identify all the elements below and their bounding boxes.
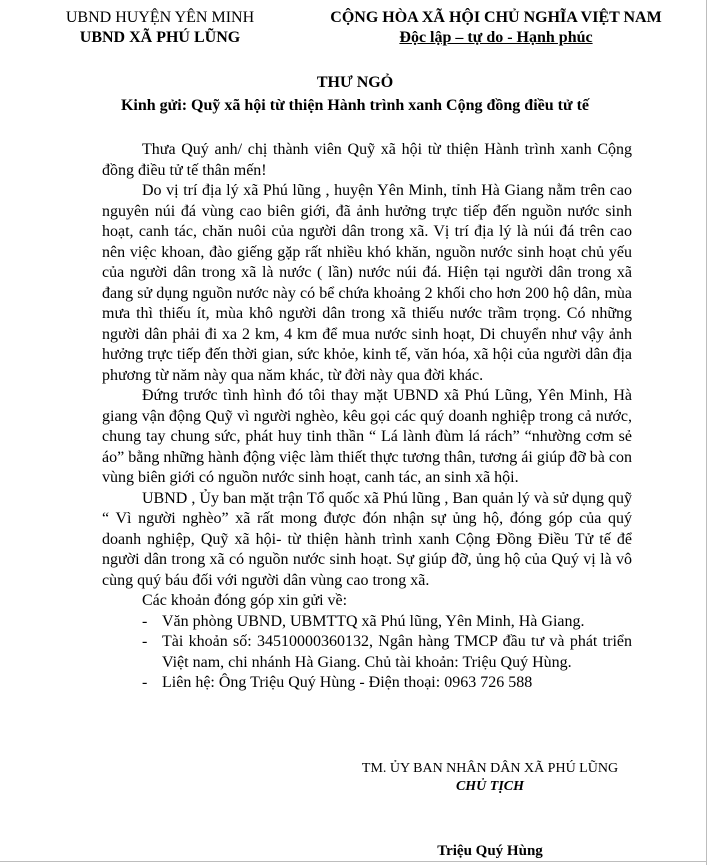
list-item-text: Tài khoản số: 34510000360132, Ngân hàng TMCP đầu tư và phát triển Việt nam, chi nhánh Hà Giang. Chủ tài khoản: Triệu Quý Hùng. bbox=[162, 633, 632, 671]
appeal-paragraph: Đứng trước tình hình đó tôi thay mặt UBND xã Phú Lũng, Yên Minh, Hà giang vận động Quỹ vì người nghèo, kêu gọi các quý doanh nghiệp trong cả nước, chung tay chung sức, phát huy tinh thần “ Lá lành đùm lá rách” “nhường cơm sẻ áo” bằng những hành động việc làm thiết thực tương thân, tương ái giúp đỡ bà con vùng biên giới có nguồn nước sinh hoạt, canh tác, an sinh xã hội. bbox=[102, 387, 632, 486]
country-name: CỘNG HÒA XÃ HỘI CHỦ NGHĨA VIỆT NAM bbox=[330, 9, 662, 26]
request-paragraph: UBND , Ủy ban mặt trận Tổ quốc xã Phú lũng , Ban quản lý và sử dụng quỹ “ Vì người nghèo” xã rất mong được đón nhận sự ủng hộ, đóng góp của quý doanh nghiệp, Quỹ xã hội- từ thiện hành trình xanh Cộng Đồng Điều Tử tế để người dân trong xã có nguồn nước sinh hoạt. Sự giúp đỡ, ủng hộ của Quý vị là vô cùng quý báu đối với người dân vùng cao trong xã. bbox=[102, 489, 632, 589]
commune-name: UBND XÃ PHÚ LŨNG bbox=[79, 29, 241, 46]
national-motto: Độc lập – tự do - Hạnh phúc bbox=[399, 29, 593, 46]
issuing-authority bbox=[40, 8, 280, 48]
list-item-text: Liên hệ: Ông Triệu Quý Hùng - Điện thoại: 0963 726 588 bbox=[162, 674, 533, 691]
signature-on-behalf: TM. ỦY BAN NHÂN DÂN XÃ PHÚ LŨNG bbox=[361, 761, 619, 776]
greeting-paragraph: Thưa Quý anh/ chị thành viên Quỹ xã hội từ thiện Hành trình xanh Cộng đồng điều tử tế thân mến! bbox=[102, 141, 632, 179]
bullet-dash: - bbox=[142, 633, 148, 650]
list-item bbox=[102, 673, 632, 694]
situation-paragraph: Do vị trí địa lý xã Phú lũng , huyện Yên Minh, tỉnh Hà Giang nằm trên cao nguyên núi đá vùng cao biên giới, đã ảnh hưởng trực tiếp đến nguồn nước sinh hoạt, canh tác, chăn nuôi của người dân trong xã. Vị trí địa lý là núi đá trên cao nên việc khoan, đào giếng gặp rất nhiều khó khăn, nguồn nước sinh hoạt chủ yếu của người dân trong xã là nước ( lần) nước núi đá. Hiện tại người dân trong xã đang sử dụng nguồn nước này có bể chứa khoảng 2 khối cho hơn 200 hộ dân, mùa mưa thì thiếu ít, mùa khô người dân trong xã thiếu nước trầm trọng. Có những người dân phải đi xa 2 km, 4 km để mua nước sinh hoạt, Di chuyển như vậy ảnh hưởng trực tiếp đến thời gian, sức khỏe, kinh tế, văn hóa, xã hội của người dân địa phương từ năm này qua năm khác, từ đời này qua đời khác. bbox=[102, 182, 632, 384]
letter-recipient: Kinh gửi: Quỹ xã hội từ thiện Hành trình xanh Cộng đồng điều tử tế bbox=[120, 97, 589, 114]
contribution-intro: Các khoản đóng góp xin gửi về: bbox=[142, 592, 348, 609]
list-item bbox=[102, 612, 632, 633]
list-item-text: Văn phòng UBND, UBMTTQ xã Phú lũng, Yên Minh, Hà Giang. bbox=[162, 612, 585, 630]
contribution-list bbox=[102, 612, 632, 694]
district-name: UBND HUYỆN YÊN MINH bbox=[65, 9, 255, 26]
bullet-dash: - bbox=[142, 674, 148, 691]
page-border-right bbox=[706, 0, 707, 865]
list-item bbox=[102, 632, 632, 673]
signatory-name: Triệu Quý Hùng bbox=[437, 843, 543, 859]
signature-position: CHỦ TỊCH bbox=[455, 779, 525, 794]
national-header bbox=[296, 8, 696, 48]
letter-title: THƯ NGỎ bbox=[316, 74, 394, 91]
letter-body bbox=[102, 140, 632, 694]
bullet-dash: - bbox=[142, 612, 148, 630]
page-border-bottom bbox=[0, 861, 707, 862]
